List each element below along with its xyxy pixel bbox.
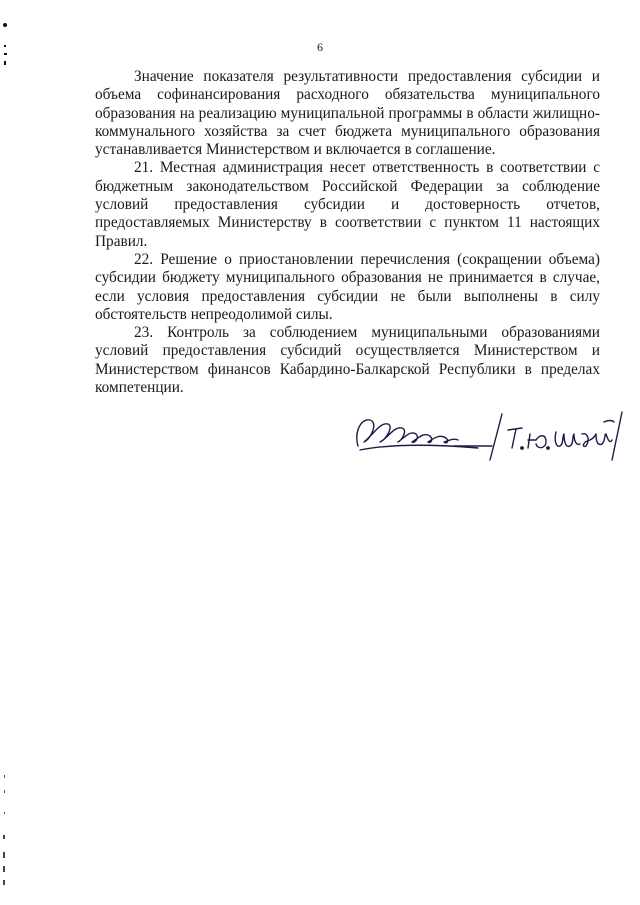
- page-number: 6: [317, 40, 323, 54]
- paragraph-21: 21. Местная администрация несет ответственность в соответствии с бюджетным законодательством Российской Федерации за соблюдение условий предоставления субсидии и достоверность отчетов, предоставляемых Министерству в соответствии с пунктом 11 настоящих Правил.: [95, 159, 600, 250]
- paragraph-23: 23. Контроль за соблюдением муниципальными образованиями условий предоставления субсидий осуществляется Министерством и Министерством финансов Кабардино-Балкарской Республики в пределах компетенции.: [95, 324, 600, 397]
- paragraph-22: 22. Решение о приостановлении перечисления (сокращении объема) субсидии бюджету муниципального образования не принимается в случае, если условия предоставления субсидии не были выполнены в силу обстоятельств непреодолимой силы.: [95, 250, 600, 323]
- document-body: [95, 68, 600, 397]
- scan-edge-marks: [0, 0, 16, 905]
- handwritten-signature: [350, 404, 630, 464]
- paragraph-indicator-value: Значение показателя результативности предоставления субсидии и объема софинансирования расходного обязательства муниципального образования на реализацию муниципальной программы в области жилищно-коммунального хозяйства за счет бюджета муниципального образования устанавливается Министерством и включается в соглашение.: [95, 68, 600, 159]
